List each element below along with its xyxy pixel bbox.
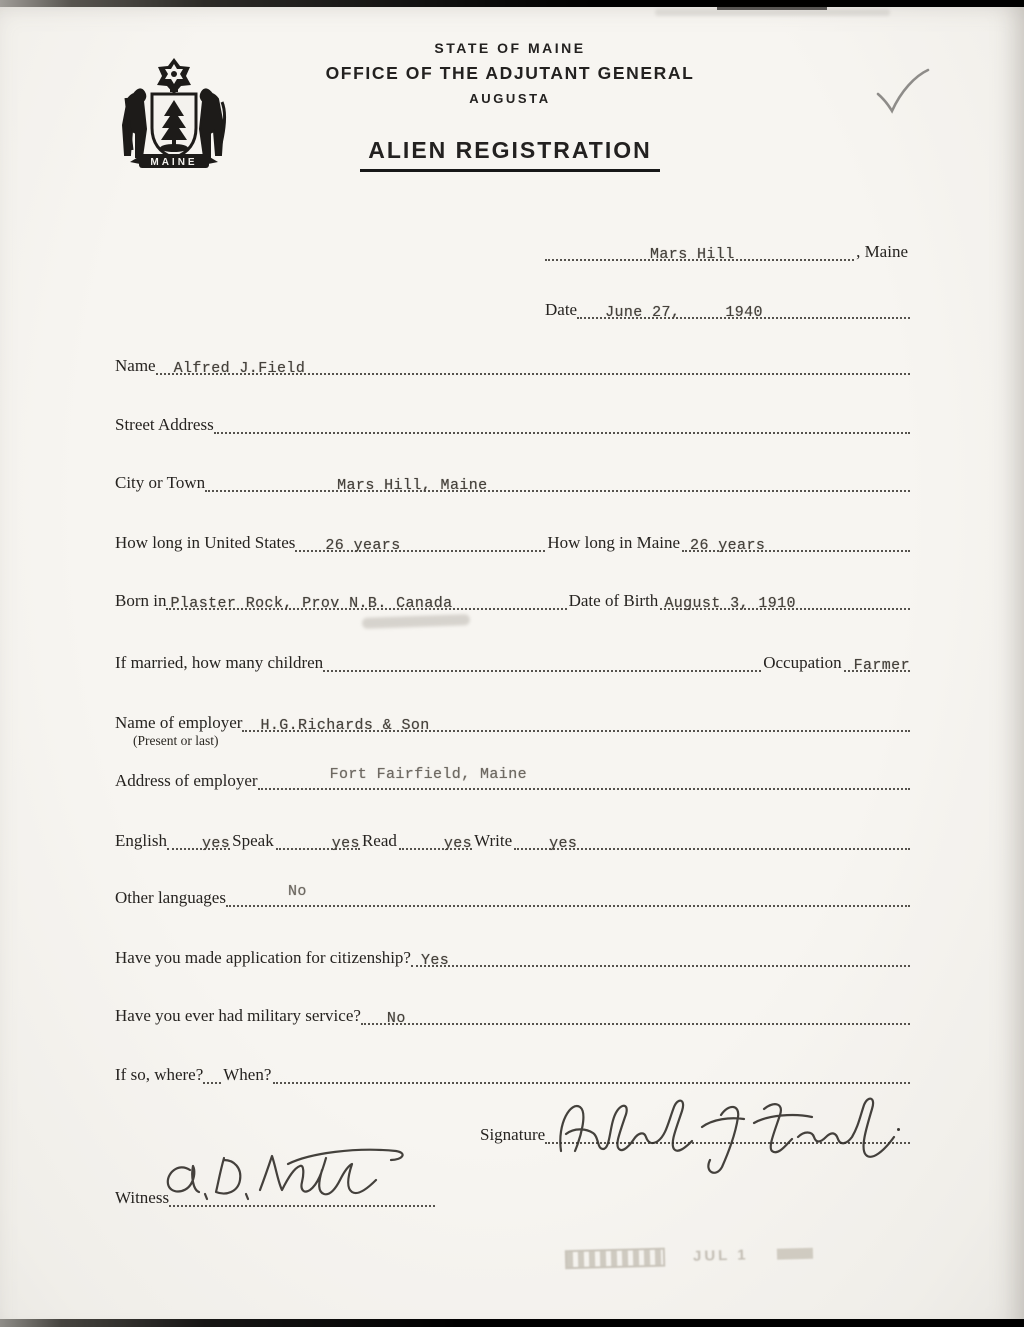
ink-dot <box>897 1128 900 1131</box>
dotted-line <box>214 432 910 434</box>
form-row-employer-address <box>115 760 910 790</box>
field-label-when: When? <box>223 1065 272 1085</box>
form-title-text: ALIEN REGISTRATION <box>360 137 659 172</box>
field-label-read: Read <box>361 831 397 851</box>
field-value-location: Mars Hill <box>650 246 735 264</box>
dotted-line <box>295 534 545 555</box>
field-value-employer-name: H.G.Richards & Son <box>260 717 430 735</box>
field-value-other-languages: No <box>287 883 307 901</box>
form-row-english-skills <box>115 820 910 853</box>
stamp-illegible-blob <box>776 1248 812 1260</box>
dotted-line <box>577 301 910 322</box>
header-office-line: OFFICE OF THE ADJUTANT GENERAL <box>325 63 695 83</box>
field-value-city-or-town: Mars Hill, Maine <box>337 477 488 495</box>
form-row-military-service <box>115 995 910 1028</box>
dotted-line <box>226 883 910 907</box>
field-label-street-address: Street Address <box>115 415 214 435</box>
field-label-children: If married, how many children <box>115 653 324 673</box>
field-label-occupation: Occupation <box>763 653 842 673</box>
scan-top-edge <box>0 0 1024 7</box>
dotted-line <box>682 534 910 555</box>
field-label-city-or-town: City or Town <box>115 473 206 493</box>
field-label-born-in: Born in <box>115 591 167 611</box>
dotted-line <box>273 1082 910 1084</box>
field-label-where: If so, where? <box>115 1065 204 1085</box>
form-row-children-occupation <box>115 642 910 675</box>
form-row-date <box>545 289 910 322</box>
header-state-line: STATE OF MAINE <box>434 40 586 56</box>
dotted-line <box>660 592 910 613</box>
field-label-employer-address: Address of employer <box>115 771 258 791</box>
form-row-name <box>115 345 910 378</box>
field-value-citizenship: Yes <box>420 952 450 970</box>
form-title <box>0 137 1020 172</box>
field-label-how-long-maine: How long in Maine <box>547 533 681 553</box>
form-row-location <box>545 231 910 264</box>
pencil-checkmark-icon <box>872 66 934 116</box>
field-label-how-long-us: How long in United States <box>115 533 296 553</box>
dotted-line <box>167 832 231 853</box>
field-label-citizenship: Have you made application for citizenship? <box>115 948 411 968</box>
field-value-employer-address: Fort Fairfield, Maine <box>329 766 528 784</box>
header-city-line: AUGUSTA <box>469 91 551 106</box>
form-row-street-address <box>115 404 910 434</box>
dotted-line <box>545 243 854 264</box>
field-label-date: Date <box>545 300 578 320</box>
signature-handwriting <box>553 1093 905 1175</box>
dotted-line <box>276 832 360 853</box>
form-row-where-when <box>115 1054 910 1084</box>
dotted-line <box>411 949 910 970</box>
dotted-line <box>399 832 473 853</box>
field-value-name: Alfred J.Field <box>173 360 306 378</box>
dotted-line <box>205 474 910 495</box>
dotted-line <box>203 1082 221 1084</box>
field-label-date-of-birth: Date of Birth <box>568 591 659 611</box>
dotted-line <box>844 654 910 675</box>
ink-bleedthrough <box>655 9 890 16</box>
dotted-line <box>361 1007 910 1028</box>
stamp-text: JUL 1 <box>692 1246 749 1265</box>
field-label-military: Have you ever had military service? <box>115 1006 361 1026</box>
form-row-birth <box>115 580 910 613</box>
field-value-speak: yes <box>331 835 360 853</box>
seal-banner-text: MAINE <box>150 157 198 168</box>
field-label-witness: Witness <box>115 1188 170 1208</box>
field-value-how-long-maine: 26 years <box>690 537 766 555</box>
form-row-other-languages <box>115 877 910 907</box>
field-label-other-languages: Other languages <box>115 888 226 908</box>
field-label-employer-name: Name of employer <box>115 713 243 733</box>
received-stamp <box>565 1244 813 1269</box>
scan-bottom-edge <box>0 1319 1024 1327</box>
field-value-date-of-birth: August 3, 1910 <box>664 595 796 613</box>
form-row-employer-name <box>115 702 910 735</box>
field-value-english: yes <box>201 835 231 853</box>
form-row-duration <box>115 522 910 555</box>
dotted-line <box>156 357 910 378</box>
field-label-name: Name <box>115 356 156 376</box>
field-label-english: English <box>115 831 167 851</box>
stamp-illegible-box <box>565 1248 665 1270</box>
eraser-smudge <box>362 614 470 629</box>
field-value-date-monthday: June 27, <box>605 304 681 322</box>
field-value-military: No <box>386 1010 406 1028</box>
dotted-line <box>514 832 910 853</box>
field-label-maine-suffix: , Maine <box>856 242 908 262</box>
form-row-citizenship <box>115 937 910 970</box>
field-label-signature: Signature <box>480 1125 546 1145</box>
form-row-city-or-town <box>115 462 910 495</box>
dotted-line <box>323 670 761 672</box>
dotted-line <box>242 714 910 735</box>
field-sublabel-present-or-last: (Present or last) <box>133 733 219 748</box>
field-value-how-long-us: 26 years <box>325 537 401 555</box>
dotted-line <box>166 592 566 613</box>
field-value-date-year: 1940 <box>725 304 763 322</box>
dotted-line <box>258 766 910 790</box>
field-label-write: Write <box>474 831 513 851</box>
field-value-born-in: Plaster Rock, Prov N.B. Canada <box>170 595 453 613</box>
field-label-speak: Speak <box>232 831 274 851</box>
field-value-occupation: Farmer <box>853 657 910 675</box>
field-value-read: yes <box>443 835 473 853</box>
witness-handwriting <box>158 1140 440 1208</box>
field-value-write: yes <box>549 835 578 853</box>
